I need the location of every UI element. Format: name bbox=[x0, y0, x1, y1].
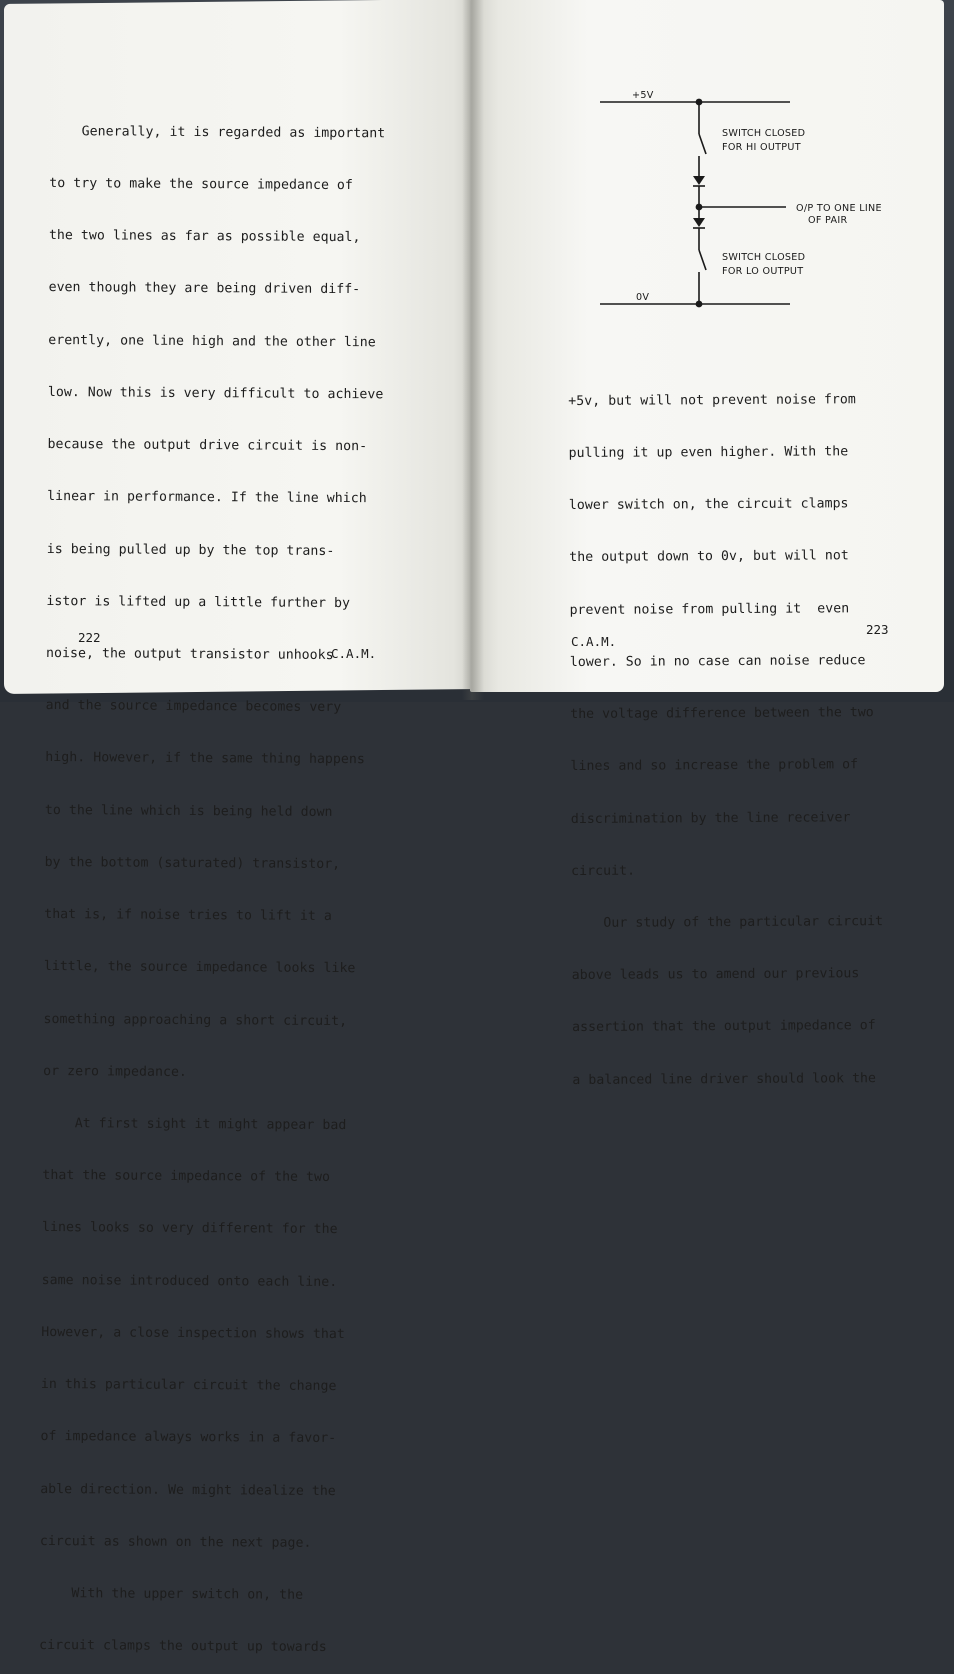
book-gutter bbox=[462, 0, 484, 700]
supply-label: +5V bbox=[632, 90, 654, 101]
text-line: by the bottom (saturated) transistor, bbox=[44, 854, 341, 872]
text-line: Generally, it is regarded as important bbox=[49, 123, 386, 142]
text-line: and the source impedance becomes very bbox=[45, 698, 342, 716]
text-line: However, a close inspection shows that bbox=[41, 1324, 345, 1342]
ground-node bbox=[696, 301, 703, 308]
text-line: in this particular circuit the change bbox=[40, 1377, 337, 1395]
text-line: above leads us to amend our previous bbox=[571, 966, 860, 984]
left-page-body-text bbox=[39, 88, 386, 1674]
text-line: lower. So in no case can noise reduce bbox=[569, 653, 866, 670]
text-line: the two lines as far as possible equal, bbox=[48, 228, 361, 246]
text-line: pulling it up even higher. With the bbox=[568, 444, 849, 462]
text-line: circuit clamps the output up towards bbox=[39, 1638, 327, 1656]
text-line: because the output drive circuit is non- bbox=[47, 437, 368, 455]
text-line: lines looks so very different for the bbox=[41, 1220, 338, 1238]
text-line: lower switch on, the circuit clamps bbox=[568, 496, 849, 514]
output-label-line-1: O/P TO ONE LINE bbox=[796, 203, 882, 214]
text-line: the output down to 0v, but will not bbox=[569, 548, 849, 566]
text-line: +5v, but will not prevent noise from bbox=[568, 392, 856, 409]
text-line: to try to make the source impedance of bbox=[49, 176, 353, 194]
text-line: of impedance always works in a favor- bbox=[40, 1429, 337, 1447]
ground-label: 0V bbox=[636, 292, 650, 303]
text-line: low. Now this is very difficult to achieve bbox=[47, 384, 384, 403]
text-line: With the upper switch on, the bbox=[39, 1585, 304, 1603]
right-page-body-text bbox=[568, 356, 884, 1106]
text-line: is being pulled up by the top trans- bbox=[46, 541, 335, 559]
text-line: that is, if noise tries to lift it a bbox=[44, 907, 332, 925]
text-line: high. However, if the same thing happens bbox=[45, 750, 365, 768]
text-line: to the line which is being held down bbox=[44, 802, 333, 820]
left-page-author: C.A.M. bbox=[331, 646, 377, 661]
output-label-line-2: OF PAIR bbox=[808, 215, 848, 226]
lower-switch-label-line-2: FOR LO OUTPUT bbox=[722, 266, 804, 277]
upper-switch-label-line-1: SWITCH CLOSED bbox=[722, 128, 806, 139]
upper-diode bbox=[693, 176, 705, 185]
text-line: prevent noise from pulling it even bbox=[569, 600, 850, 618]
text-line: circuit as shown on the next page. bbox=[39, 1533, 312, 1551]
text-line: little, the source impedance looks like bbox=[43, 959, 356, 977]
text-line: something approaching a short circuit, bbox=[43, 1011, 348, 1029]
text-line: Our study of the particular circuit bbox=[571, 914, 884, 931]
text-line: able direction. We might idealize the bbox=[40, 1481, 336, 1499]
text-line: At first sight it might appear bad bbox=[42, 1115, 347, 1134]
lower-switch bbox=[699, 250, 706, 270]
text-line: even though they are being driven diff- bbox=[48, 280, 361, 298]
text-line: linear in performance. If the line which bbox=[47, 489, 367, 507]
text-line: a balanced line driver should look the bbox=[572, 1070, 877, 1088]
text-line: same noise introduced onto each line. bbox=[41, 1272, 338, 1290]
text-line: istor is lifted up a little further by bbox=[46, 593, 351, 611]
lower-switch-label-line-1: SWITCH CLOSED bbox=[722, 252, 806, 263]
text-line: erently, one line high and the other line bbox=[48, 332, 376, 350]
right-page-number: 223 bbox=[866, 622, 889, 637]
text-line: that the source impedance of the two bbox=[42, 1168, 331, 1186]
text-line: circuit. bbox=[571, 863, 636, 879]
text-line: noise, the output transistor unhooks bbox=[45, 645, 334, 663]
switch-circuit-diagram bbox=[600, 84, 900, 314]
text-line: the voltage difference between the two bbox=[570, 705, 874, 723]
left-page-number: 222 bbox=[78, 630, 101, 645]
text-line: or zero impedance. bbox=[43, 1063, 187, 1080]
text-line: assertion that the output impedance of bbox=[572, 1018, 876, 1036]
text-line: lines and so increase the problem of bbox=[570, 757, 859, 775]
upper-switch-label-line-2: FOR HI OUTPUT bbox=[722, 142, 801, 153]
right-page-author: C.A.M. bbox=[571, 634, 617, 649]
text-line: discrimination by the line receiver bbox=[570, 809, 851, 827]
upper-switch bbox=[699, 134, 706, 154]
lower-diode bbox=[693, 218, 705, 227]
